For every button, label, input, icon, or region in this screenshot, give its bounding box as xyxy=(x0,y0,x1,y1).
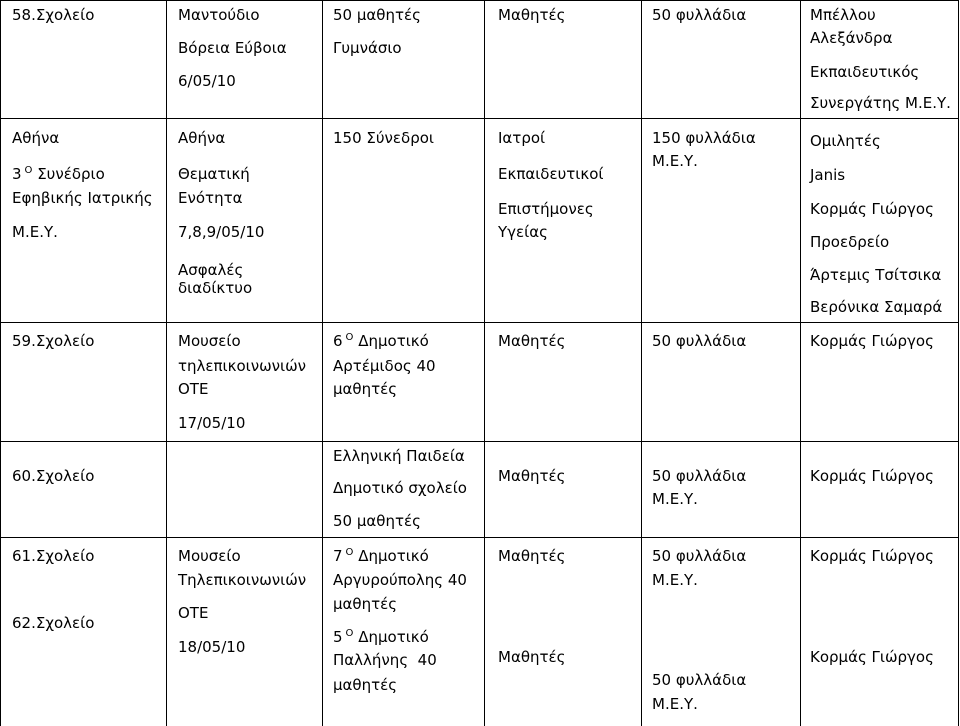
venue-date: 18/05/10 xyxy=(178,638,246,656)
materials-line: Μ.Ε.Υ. xyxy=(652,152,698,170)
table-rule-vertical xyxy=(0,0,1,726)
table-rule-vertical xyxy=(322,0,323,726)
materials-line: 50 φυλλάδια xyxy=(652,467,747,485)
ordinal-superscript: Ο xyxy=(345,332,354,343)
venue-line: ΟΤΕ xyxy=(178,380,209,398)
ordinal-text: Δημοτικό xyxy=(358,547,429,565)
staff-line: Κορμάς Γιώργος xyxy=(810,332,934,350)
school-ordinal-line xyxy=(12,165,105,186)
staff-line: Εκπαιδευτικός xyxy=(810,63,920,81)
school-label: 60.Σχολείο xyxy=(12,467,95,485)
school-label: Μ.Ε.Υ. xyxy=(12,223,58,241)
venue-line: Μαντούδιο xyxy=(178,6,260,24)
target-line: Μαθητές xyxy=(498,547,566,565)
staff-line: Άρτεμις Τσίτσικα xyxy=(810,266,942,284)
venue-line: Βόρεια Εύβοια xyxy=(178,39,287,57)
materials-line: Μ.Ε.Υ. xyxy=(652,490,698,508)
ordinal-text: Δημοτικό xyxy=(358,628,429,646)
table-rule-horizontal xyxy=(0,118,959,119)
audience-line: μαθητές xyxy=(333,676,398,694)
ordinal-number: 5 xyxy=(333,628,343,646)
materials-line: Μ.Ε.Υ. xyxy=(652,695,698,713)
school-label: 59.Σχολείο xyxy=(12,332,95,350)
school-label: 58.Σχολείο xyxy=(12,6,95,24)
staff-line: Ομιλητές xyxy=(810,132,881,150)
materials-line: 150 φυλλάδια xyxy=(652,129,756,147)
staff-line: Αλεξάνδρα xyxy=(810,29,893,47)
table-rule-horizontal xyxy=(0,0,959,1)
audience-line: μαθητές xyxy=(333,380,398,398)
audience-line: Αρτέμιδος 40 xyxy=(333,357,436,375)
staff-line: Βερόνικα Σαμαρά xyxy=(810,298,943,316)
target-line: Μαθητές xyxy=(498,648,566,666)
audience-line: Δημοτικό σχολείο xyxy=(333,479,467,497)
audience-line: 50 μαθητές xyxy=(333,6,421,24)
audience-line: μαθητές xyxy=(333,595,398,613)
venue-line: Θεματική xyxy=(178,165,250,183)
staff-line: Κορμάς Γιώργος xyxy=(810,467,934,485)
venue-line: Ενότητα xyxy=(178,189,243,207)
staff-line: Κορμάς Γιώργος xyxy=(810,648,934,666)
school-label: 61.Σχολείο xyxy=(12,547,95,565)
materials-line: 50 φυλλάδια xyxy=(652,547,747,565)
ordinal-superscript: Ο xyxy=(345,547,354,558)
audience-line: 50 μαθητές xyxy=(333,512,421,530)
materials-line: Μ.Ε.Υ. xyxy=(652,571,698,589)
venue-line: Αθήνα xyxy=(178,129,226,147)
staff-line: Συνεργάτης Μ.Ε.Υ. xyxy=(810,94,951,112)
table-rule-vertical xyxy=(484,0,485,726)
ordinal-number: 6 xyxy=(333,332,343,350)
table-rule-vertical xyxy=(800,0,801,726)
ordinal-number: 3 xyxy=(12,165,22,183)
audience-ordinal-line xyxy=(333,628,429,649)
audience-ordinal-line xyxy=(333,547,429,568)
target-line: Εκπαιδευτικοί xyxy=(498,165,604,183)
audience-ordinal-line xyxy=(333,332,429,353)
materials-line: 50 φυλλάδια xyxy=(652,6,747,24)
venue-date: 17/05/10 xyxy=(178,414,246,432)
materials-line: 50 φυλλάδια xyxy=(652,332,747,350)
table-rule-horizontal xyxy=(0,441,959,442)
staff-line: Janis xyxy=(810,166,846,184)
venue-line: ΟΤΕ xyxy=(178,604,209,622)
materials-line: 50 φυλλάδια xyxy=(652,671,747,689)
venue-line: Μουσείο xyxy=(178,332,241,350)
venue-date: 7,8,9/05/10 xyxy=(178,223,265,241)
school-label: Αθήνα xyxy=(12,129,60,147)
ordinal-superscript: Ο xyxy=(345,628,354,639)
target-line: Επιστήμονες xyxy=(498,200,594,218)
school-label: Εφηβικής Ιατρικής xyxy=(12,189,153,207)
venue-line: Ασφαλές xyxy=(178,261,244,279)
ordinal-text: Δημοτικό xyxy=(358,332,429,350)
venue-date: 6/05/10 xyxy=(178,72,236,90)
staff-line: Κορμάς Γιώργος xyxy=(810,200,934,218)
ordinal-number: 7 xyxy=(333,547,343,565)
table-rule-horizontal xyxy=(0,322,959,323)
target-line: Υγείας xyxy=(498,223,548,241)
venue-line: τηλεπικοινωνιών xyxy=(178,357,307,375)
staff-line: Κορμάς Γιώργος xyxy=(810,547,934,565)
target-line: Μαθητές xyxy=(498,6,566,24)
target-line: Ιατροί xyxy=(498,129,546,147)
table-rule-vertical xyxy=(641,0,642,726)
audience-line: 150 Σύνεδροι xyxy=(333,129,434,147)
audience-line: Ελληνική Παιδεία xyxy=(333,447,465,465)
table-rule-vertical xyxy=(166,0,167,726)
target-line: Μαθητές xyxy=(498,467,566,485)
target-line: Μαθητές xyxy=(498,332,566,350)
ordinal-text: Συνέδριο xyxy=(37,165,105,183)
staff-line: Μπέλλου xyxy=(810,6,876,24)
venue-line: Τηλεπικοινωνιών xyxy=(178,571,307,589)
venue-line: Μουσείο xyxy=(178,547,241,565)
venue-line: διαδίκτυο xyxy=(178,279,253,297)
table-rule-vertical xyxy=(958,0,959,726)
school-label: 62.Σχολείο xyxy=(12,614,95,632)
audience-line: Παλλήνης 40 xyxy=(333,651,437,669)
staff-line: Προεδρείο xyxy=(810,233,890,251)
audience-line: Αργυρούπολης 40 xyxy=(333,571,467,589)
audience-line: Γυμνάσιο xyxy=(333,39,402,57)
ordinal-superscript: Ο xyxy=(24,165,33,176)
table-rule-horizontal xyxy=(0,537,959,538)
